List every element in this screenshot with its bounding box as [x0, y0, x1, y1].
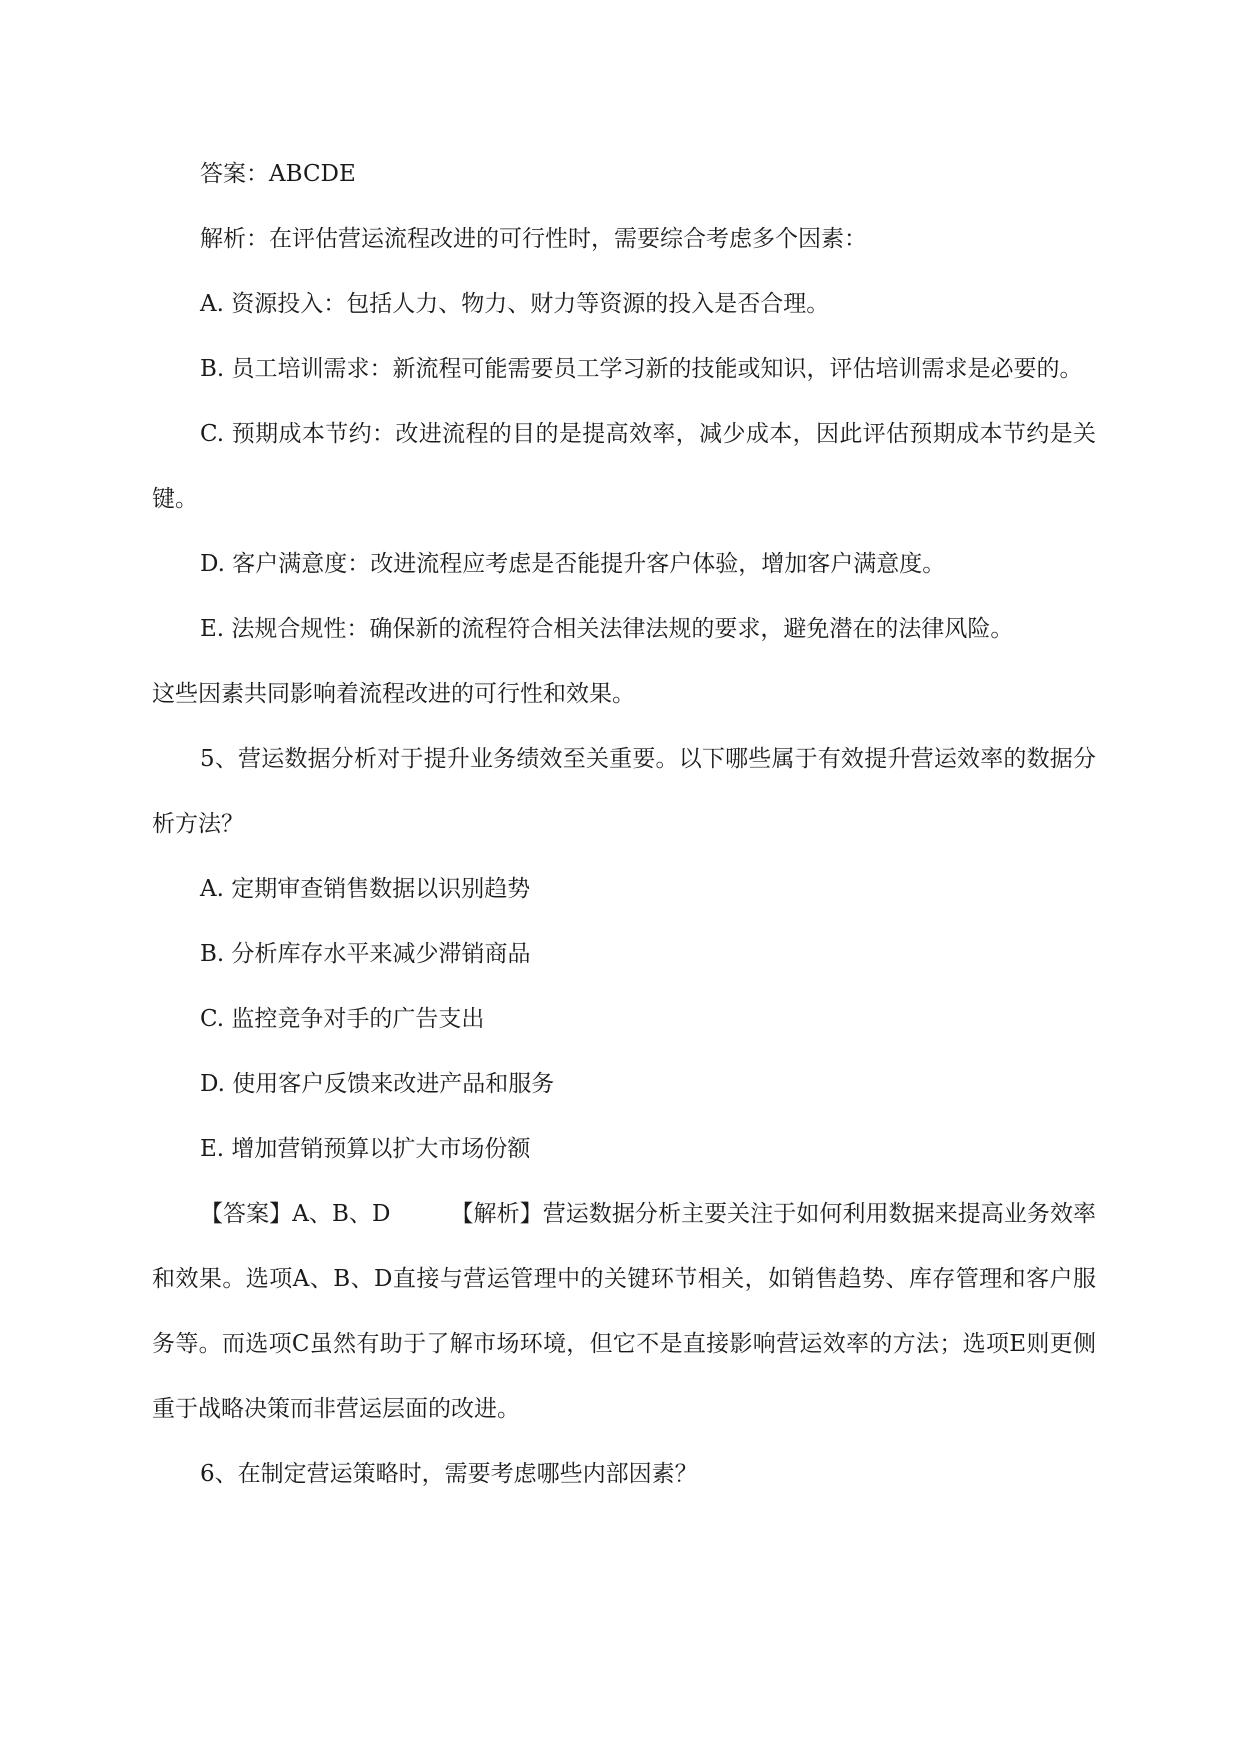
- question-5-answer: 【答案】A、B、D: [200, 1201, 391, 1227]
- question-5-option-b: B. 分析库存水平来减少滞销商品: [200, 941, 531, 967]
- question-5-option-d: D. 使用客户反馈来改进产品和服务: [200, 1071, 555, 1097]
- factor-d: D. 客户满意度：改进流程应考虑是否能提升客户体验，增加客户满意度。: [200, 551, 946, 577]
- question-5-option-c: C. 监控竞争对手的广告支出: [200, 1006, 485, 1032]
- question-5-option-a: A. 定期审查销售数据以识别趋势: [200, 876, 531, 902]
- question-6-stem: 6、在制定营运策略时，需要考虑哪些内部因素？: [200, 1461, 698, 1487]
- factor-c: C. 预期成本节约：改进流程的目的是提高效率，减少成本，因此评估预期成本节约是关键。: [152, 421, 1096, 512]
- question-5-answer-analysis: [152, 1182, 1096, 1442]
- factor-a: A. 资源投入：包括人力、物力、财力等资源的投入是否合理。: [200, 291, 830, 317]
- factor-b: B. 员工培训需求：新流程可能需要员工学习新的技能或知识，评估培训需求是必要的。: [200, 356, 1083, 382]
- question-5-analysis: 【解析】营运数据分析主要关注于如何利用数据来提高业务效率和效果。选项A、B、D直接与营运管理中的关键环节相关，如销售趋势、库存管理和客户服务等。而选项C虽然有助于了解市场环境，但它不是直接影响营运效率的方法；选项E则更侧重于战略决策而非营运层面的改进。: [152, 1201, 1097, 1422]
- answer-line: 答案：ABCDE: [200, 161, 356, 187]
- question-5-option-e: E. 增加营销预算以扩大市场份额: [200, 1136, 531, 1162]
- question-5-stem: 5、营运数据分析对于提升业务绩效至关重要。以下哪些属于有效提升营运效率的数据分析方法？: [152, 746, 1096, 837]
- document-body: [152, 142, 1096, 1507]
- factor-e: E. 法规合规性：确保新的流程符合相关法律法规的要求，避免潜在的法律风险。: [200, 616, 1014, 642]
- summary-line: 这些因素共同影响着流程改进的可行性和效果。: [152, 681, 635, 707]
- analysis-intro: 解析：在评估营运流程改进的可行性时，需要综合考虑多个因素：: [200, 226, 867, 252]
